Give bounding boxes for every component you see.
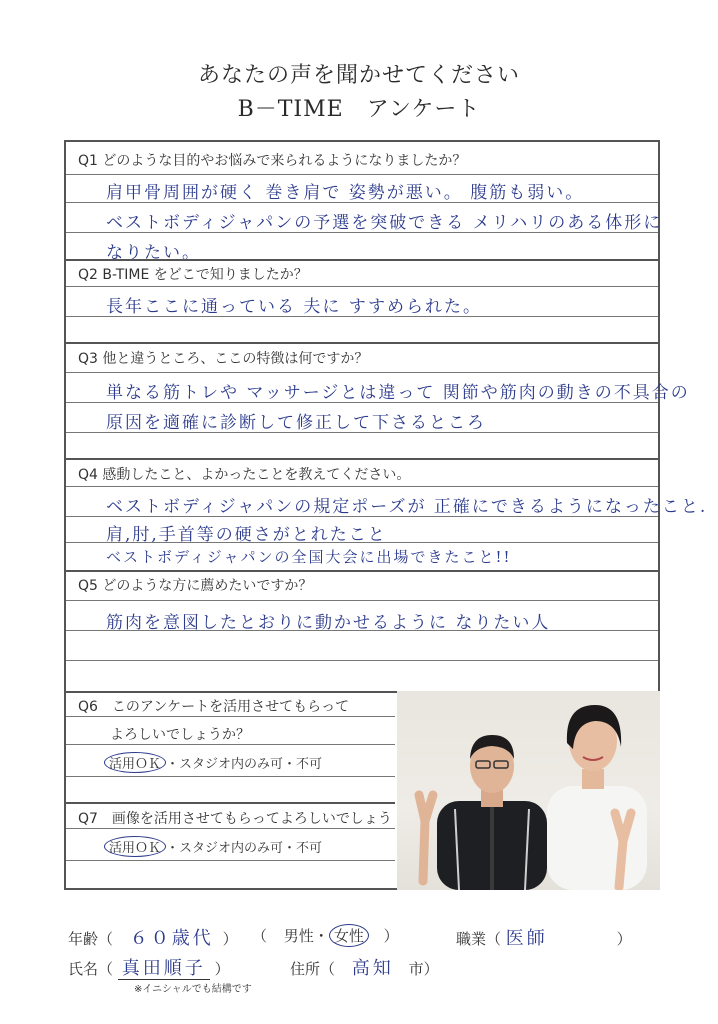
q1-answer-line-3: なりたい。 — [106, 243, 201, 263]
job-label: 職業（ — [456, 930, 502, 948]
address-label: 住所（ — [290, 960, 336, 978]
gender-field — [252, 924, 399, 947]
address-value: 高知 — [351, 958, 394, 979]
job-value: 医師 — [505, 928, 548, 949]
q7-selected-option: 活用ＯＫ — [104, 836, 166, 857]
customer-photo — [397, 691, 660, 890]
woman-figure — [547, 705, 647, 890]
job-field — [456, 924, 632, 950]
age-field — [68, 924, 238, 950]
q6-other-options: ・スタジオ内のみ可・不可 — [166, 757, 323, 772]
gender-open: （ — [252, 927, 268, 945]
gender-female-selected: 女性 — [329, 924, 369, 947]
survey-title: あなたの声を聞かせてください — [197, 63, 520, 88]
initials-note: ※イニシャルでも結構です — [134, 984, 252, 995]
q1-answer-line-2: ベストボディジャパンの予選を突破できる メリハリのある体形に — [106, 213, 663, 233]
q2-answer-line-1: 長年ここに通っている 夫に すすめられた。 — [106, 297, 482, 317]
name-value: 真田順子 — [118, 958, 210, 980]
survey-subtitle: B－TIME アンケート — [237, 97, 481, 122]
q3-answer-line-2: 原因を適確に診断して修正して下さるところ — [106, 413, 486, 433]
q1-label: Q1 どのような目的やお悩みで来られるようになりましたか？ — [78, 153, 467, 169]
customer-photo-illustration — [397, 691, 660, 890]
q7-options — [104, 836, 322, 857]
q6-label-line-1: Q6 このアンケートを活用させてもらって — [78, 699, 350, 715]
q5-answer-line-1: 筋肉を意図したとおりに動かせるように なりたい人 — [106, 613, 551, 633]
q4-label: Q4 感動したこと、よかったことを教えてください。 — [78, 467, 411, 483]
q6-selected-option: 活用ＯＫ — [104, 752, 166, 773]
name-close: ） — [214, 960, 230, 978]
name-label: 氏名（ — [68, 960, 114, 978]
age-close: ） — [222, 930, 238, 948]
address-field — [290, 954, 439, 980]
q3-answer-line-1: 単なる筋トレや マッサージとは違って 関節や筋肉の動きの不具合の — [106, 383, 690, 403]
q6-options — [104, 752, 322, 773]
gender-male: 男性・ — [283, 927, 329, 945]
q5-label: Q5 どのような方に薦めたいですか？ — [78, 578, 313, 594]
q3-label: Q3 他と違うところ、ここの特徴は何ですか？ — [78, 351, 369, 367]
age-value: ６０歳代 — [129, 928, 214, 949]
q4-answer-line-1: ベストボディジャパンの規定ポーズが 正確にできるようになったこと. — [106, 497, 708, 517]
address-suffix: 市） — [408, 960, 439, 978]
q4-answer-line-3: ベストボディジャパンの全国大会に出場できたこと!! — [106, 548, 512, 566]
q7-label: Q7 画像を活用させてもらってよろしいでしょう — [78, 811, 392, 827]
job-close: ） — [616, 930, 632, 948]
name-field — [68, 954, 230, 980]
q2-label: Q2 B-TIME をどこで知りましたか？ — [78, 267, 308, 283]
age-label: 年齢（ — [68, 930, 114, 948]
q4-answer-line-2: 肩,肘,手首等の硬さがとれたこと — [106, 525, 387, 545]
q1-answer-line-1: 肩甲骨周囲が硬く 巻き肩で 姿勢が悪い。 腹筋も弱い。 — [106, 183, 585, 203]
q6-label-line-2: よろしいでしょうか？ — [110, 727, 250, 743]
q7-other-options: ・スタジオ内のみ可・不可 — [166, 841, 323, 856]
gender-close: ） — [383, 927, 399, 945]
man-figure — [419, 735, 547, 890]
